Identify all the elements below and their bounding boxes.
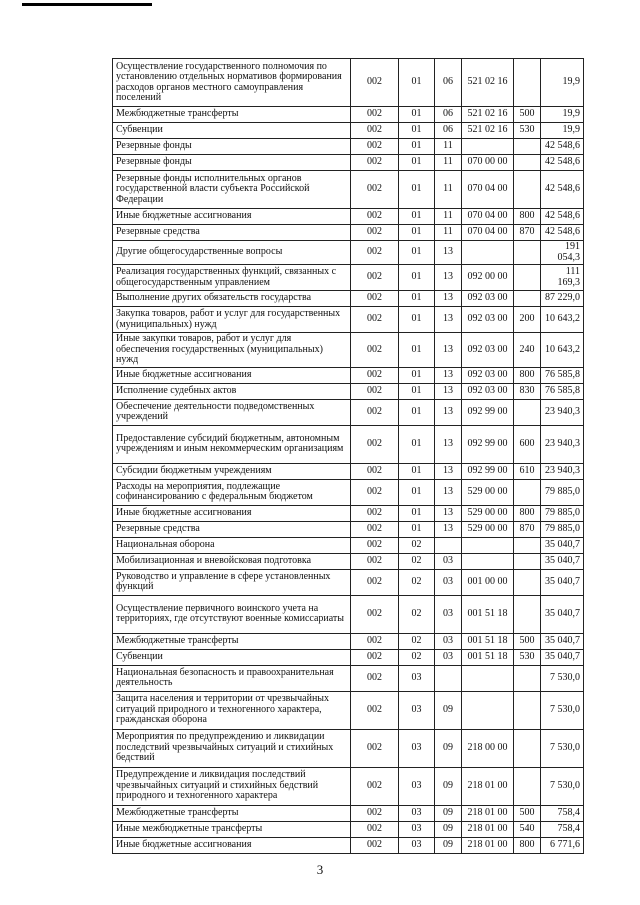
- amount: 35 040,7: [541, 537, 584, 553]
- code-subsection: 06: [435, 59, 462, 107]
- row-name: Закупка товаров, работ и услуг для государственных (муниципальных) нужд: [113, 307, 351, 333]
- code-ved: 002: [351, 837, 399, 853]
- code-expense-type: 600: [514, 425, 541, 463]
- code-ved: 002: [351, 463, 399, 479]
- code-section: 01: [399, 479, 435, 505]
- code-ved: 002: [351, 265, 399, 291]
- code-target-article: 218 01 00: [462, 767, 514, 805]
- code-expense-type: [514, 479, 541, 505]
- code-expense-type: 200: [514, 307, 541, 333]
- table-row: [113, 59, 584, 107]
- code-target-article: 521 02 16: [462, 107, 514, 123]
- code-subsection: 13: [435, 521, 462, 537]
- amount: 35 040,7: [541, 553, 584, 569]
- code-section: 01: [399, 225, 435, 241]
- row-name: Иные бюджетные ассигнования: [113, 367, 351, 383]
- code-ved: 002: [351, 425, 399, 463]
- row-name: Национальная оборона: [113, 537, 351, 553]
- code-subsection: 03: [435, 633, 462, 649]
- amount: 191 054,3: [541, 241, 584, 265]
- code-section: 03: [399, 767, 435, 805]
- code-section: 01: [399, 265, 435, 291]
- row-name: Резервные фонды: [113, 139, 351, 155]
- code-section: 01: [399, 521, 435, 537]
- code-target-article: 001 51 18: [462, 649, 514, 665]
- table-row: [113, 633, 584, 649]
- table-row: [113, 367, 584, 383]
- code-expense-type: 500: [514, 107, 541, 123]
- amount: 76 585,8: [541, 367, 584, 383]
- code-subsection: 13: [435, 383, 462, 399]
- code-subsection: 11: [435, 171, 462, 209]
- code-expense-type: 540: [514, 821, 541, 837]
- code-subsection: 13: [435, 307, 462, 333]
- code-section: 03: [399, 805, 435, 821]
- code-subsection: 13: [435, 291, 462, 307]
- code-expense-type: [514, 691, 541, 729]
- code-section: 01: [399, 307, 435, 333]
- amount: 79 885,0: [541, 505, 584, 521]
- table-row: [113, 479, 584, 505]
- table-row: [113, 463, 584, 479]
- table-row: [113, 691, 584, 729]
- code-target-article: 001 51 18: [462, 595, 514, 633]
- code-subsection: 13: [435, 367, 462, 383]
- code-section: 02: [399, 649, 435, 665]
- code-section: 01: [399, 59, 435, 107]
- code-ved: 002: [351, 691, 399, 729]
- amount: 758,4: [541, 821, 584, 837]
- code-ved: 002: [351, 307, 399, 333]
- code-subsection: 13: [435, 463, 462, 479]
- code-expense-type: 800: [514, 837, 541, 853]
- code-target-article: 001 00 00: [462, 569, 514, 595]
- code-section: 02: [399, 537, 435, 553]
- amount: 10 643,2: [541, 333, 584, 368]
- code-target-article: [462, 691, 514, 729]
- code-expense-type: [514, 241, 541, 265]
- code-subsection: 11: [435, 225, 462, 241]
- table-row: [113, 307, 584, 333]
- code-subsection: 03: [435, 595, 462, 633]
- table-row: [113, 241, 584, 265]
- code-expense-type: 800: [514, 367, 541, 383]
- code-section: 01: [399, 171, 435, 209]
- code-expense-type: 240: [514, 333, 541, 368]
- code-subsection: 13: [435, 505, 462, 521]
- code-ved: 002: [351, 59, 399, 107]
- code-target-article: 529 00 00: [462, 479, 514, 505]
- code-expense-type: 870: [514, 521, 541, 537]
- row-name: Мобилизационная и вневойсковая подготовка: [113, 553, 351, 569]
- code-target-article: 092 99 00: [462, 399, 514, 425]
- code-ved: 002: [351, 367, 399, 383]
- code-subsection: 03: [435, 553, 462, 569]
- code-target-article: [462, 537, 514, 553]
- amount: 758,4: [541, 805, 584, 821]
- code-expense-type: [514, 265, 541, 291]
- code-ved: 002: [351, 139, 399, 155]
- code-section: 02: [399, 633, 435, 649]
- code-subsection: [435, 537, 462, 553]
- code-ved: 002: [351, 155, 399, 171]
- amount: 23 940,3: [541, 399, 584, 425]
- amount: 42 548,6: [541, 139, 584, 155]
- row-name: Межбюджетные трансферты: [113, 805, 351, 821]
- code-target-article: 218 01 00: [462, 805, 514, 821]
- row-name: Мероприятия по предупреждению и ликвидации последствий чрезвычайных ситуаций и стихийных бедствий: [113, 729, 351, 767]
- table-row: [113, 209, 584, 225]
- code-section: 01: [399, 399, 435, 425]
- row-name: Исполнение судебных актов: [113, 383, 351, 399]
- code-expense-type: [514, 155, 541, 171]
- code-subsection: [435, 665, 462, 691]
- code-subsection: 11: [435, 209, 462, 225]
- code-expense-type: 800: [514, 505, 541, 521]
- code-section: 01: [399, 367, 435, 383]
- code-subsection: 03: [435, 569, 462, 595]
- code-target-article: 070 04 00: [462, 209, 514, 225]
- table-row: [113, 729, 584, 767]
- row-name: Выполнение других обязательств государства: [113, 291, 351, 307]
- code-ved: 002: [351, 537, 399, 553]
- code-target-article: [462, 665, 514, 691]
- table-row: [113, 107, 584, 123]
- code-ved: 002: [351, 821, 399, 837]
- table-row: [113, 537, 584, 553]
- budget-table-body: [113, 59, 584, 854]
- row-name: Другие общегосударственные вопросы: [113, 241, 351, 265]
- code-subsection: 09: [435, 729, 462, 767]
- table-row: [113, 139, 584, 155]
- code-target-article: 218 01 00: [462, 837, 514, 853]
- code-expense-type: 530: [514, 123, 541, 139]
- code-ved: 002: [351, 479, 399, 505]
- row-name: Субсидии бюджетным учреждениям: [113, 463, 351, 479]
- code-target-article: 521 02 16: [462, 123, 514, 139]
- amount: 35 040,7: [541, 649, 584, 665]
- code-expense-type: [514, 729, 541, 767]
- code-ved: 002: [351, 123, 399, 139]
- code-section: 03: [399, 729, 435, 767]
- code-section: 01: [399, 139, 435, 155]
- table-row: [113, 767, 584, 805]
- code-ved: 002: [351, 399, 399, 425]
- amount: 42 548,6: [541, 171, 584, 209]
- amount: 19,9: [541, 107, 584, 123]
- code-section: 01: [399, 241, 435, 265]
- row-name: Осуществление первичного воинского учета на территориях, где отсутствуют военные комиссариаты: [113, 595, 351, 633]
- code-target-article: 092 99 00: [462, 463, 514, 479]
- code-target-article: 092 03 00: [462, 333, 514, 368]
- code-subsection: 13: [435, 265, 462, 291]
- code-expense-type: [514, 595, 541, 633]
- code-section: 02: [399, 569, 435, 595]
- amount: 35 040,7: [541, 595, 584, 633]
- amount: 42 548,6: [541, 209, 584, 225]
- row-name: Иные бюджетные ассигнования: [113, 837, 351, 853]
- code-subsection: 09: [435, 767, 462, 805]
- amount: 42 548,6: [541, 155, 584, 171]
- code-subsection: 09: [435, 837, 462, 853]
- code-subsection: 11: [435, 139, 462, 155]
- code-ved: 002: [351, 171, 399, 209]
- code-section: 03: [399, 837, 435, 853]
- table-row: [113, 291, 584, 307]
- code-target-article: 092 00 00: [462, 265, 514, 291]
- code-expense-type: 870: [514, 225, 541, 241]
- code-expense-type: 610: [514, 463, 541, 479]
- code-expense-type: [514, 291, 541, 307]
- code-target-article: 092 99 00: [462, 425, 514, 463]
- table-row: [113, 665, 584, 691]
- code-section: 01: [399, 463, 435, 479]
- table-row: [113, 333, 584, 368]
- code-expense-type: [514, 139, 541, 155]
- code-section: 01: [399, 155, 435, 171]
- row-name: Обеспечение деятельности подведомственных учреждений: [113, 399, 351, 425]
- code-section: 01: [399, 383, 435, 399]
- code-subsection: 09: [435, 821, 462, 837]
- amount: 35 040,7: [541, 569, 584, 595]
- row-name: Иные межбюджетные трансферты: [113, 821, 351, 837]
- code-expense-type: 530: [514, 649, 541, 665]
- row-name: Резервные средства: [113, 225, 351, 241]
- amount: 7 530,0: [541, 767, 584, 805]
- amount: 76 585,8: [541, 383, 584, 399]
- amount: 6 771,6: [541, 837, 584, 853]
- amount: 23 940,3: [541, 425, 584, 463]
- code-target-article: 070 00 00: [462, 155, 514, 171]
- code-subsection: 03: [435, 649, 462, 665]
- row-name: Межбюджетные трансферты: [113, 107, 351, 123]
- amount: 7 530,0: [541, 729, 584, 767]
- code-subsection: 11: [435, 155, 462, 171]
- code-subsection: 13: [435, 479, 462, 505]
- table-row: [113, 399, 584, 425]
- table-row: [113, 821, 584, 837]
- row-name: Национальная безопасность и правоохранительная деятельность: [113, 665, 351, 691]
- code-ved: 002: [351, 665, 399, 691]
- table-row: [113, 155, 584, 171]
- row-name: Руководство и управление в сфере установленных функций: [113, 569, 351, 595]
- code-ved: 002: [351, 209, 399, 225]
- code-ved: 002: [351, 569, 399, 595]
- amount: 42 548,6: [541, 225, 584, 241]
- amount: 19,9: [541, 123, 584, 139]
- table-row: [113, 425, 584, 463]
- code-section: 01: [399, 291, 435, 307]
- code-target-article: 529 00 00: [462, 521, 514, 537]
- row-name: Предупреждение и ликвидация последствий чрезвычайных ситуаций и стихийных бедствий природного и техногенного характера: [113, 767, 351, 805]
- code-section: 01: [399, 107, 435, 123]
- table-row: [113, 805, 584, 821]
- code-ved: 002: [351, 505, 399, 521]
- code-target-article: 001 51 18: [462, 633, 514, 649]
- row-name: Расходы на мероприятия, подлежащие софинансированию с федеральным бюджетом: [113, 479, 351, 505]
- table-row: [113, 837, 584, 853]
- code-ved: 002: [351, 805, 399, 821]
- amount: 79 885,0: [541, 521, 584, 537]
- code-expense-type: [514, 569, 541, 595]
- code-target-article: [462, 553, 514, 569]
- code-ved: 002: [351, 729, 399, 767]
- code-ved: 002: [351, 649, 399, 665]
- code-expense-type: [514, 553, 541, 569]
- code-ved: 002: [351, 595, 399, 633]
- code-section: 01: [399, 425, 435, 463]
- code-subsection: 06: [435, 107, 462, 123]
- code-section: 02: [399, 553, 435, 569]
- code-target-article: 092 03 00: [462, 291, 514, 307]
- table-row: [113, 649, 584, 665]
- code-expense-type: 800: [514, 209, 541, 225]
- code-target-article: 070 04 00: [462, 225, 514, 241]
- code-section: 03: [399, 691, 435, 729]
- row-name: Резервные средства: [113, 521, 351, 537]
- table-row: [113, 595, 584, 633]
- code-expense-type: [514, 399, 541, 425]
- amount: 79 885,0: [541, 479, 584, 505]
- code-section: 01: [399, 123, 435, 139]
- code-expense-type: [514, 767, 541, 805]
- row-name: Иные бюджетные ассигнования: [113, 505, 351, 521]
- code-section: 03: [399, 821, 435, 837]
- code-ved: 002: [351, 521, 399, 537]
- row-name: Резервные фонды исполнительных органов государственной власти субъекта Российской Федерации: [113, 171, 351, 209]
- code-expense-type: 830: [514, 383, 541, 399]
- row-name: Субвенции: [113, 649, 351, 665]
- row-name: Иные закупки товаров, работ и услуг для обеспечения государственных (муниципальных) нужд: [113, 333, 351, 368]
- table-row: [113, 171, 584, 209]
- code-section: 01: [399, 505, 435, 521]
- row-name: Реализация государственных функций, связанных с общегосударственным управлением: [113, 265, 351, 291]
- row-name: Резервные фонды: [113, 155, 351, 171]
- code-target-article: [462, 241, 514, 265]
- page-number: 3: [316, 862, 324, 877]
- code-ved: 002: [351, 291, 399, 307]
- amount: 111 169,3: [541, 265, 584, 291]
- code-subsection: 13: [435, 333, 462, 368]
- code-ved: 002: [351, 225, 399, 241]
- code-section: 02: [399, 595, 435, 633]
- row-name: Осуществление государственного полномочия по установлению отдельных нормативов формирования расходов органов местного самоуправления поселений: [113, 59, 351, 107]
- row-name: Предоставление субсидий бюджетным, автономным учреждениям и иным некоммерческим организациям: [113, 425, 351, 463]
- code-section: 03: [399, 665, 435, 691]
- table-row: [113, 553, 584, 569]
- code-target-article: 218 01 00: [462, 821, 514, 837]
- code-ved: 002: [351, 241, 399, 265]
- amount: 10 643,2: [541, 307, 584, 333]
- table-row: [113, 265, 584, 291]
- code-expense-type: [514, 665, 541, 691]
- amount: 19,9: [541, 59, 584, 107]
- amount: 23 940,3: [541, 463, 584, 479]
- row-name: Субвенции: [113, 123, 351, 139]
- code-expense-type: [514, 171, 541, 209]
- table-row: [113, 123, 584, 139]
- code-ved: 002: [351, 767, 399, 805]
- code-subsection: 09: [435, 805, 462, 821]
- row-name: Иные бюджетные ассигнования: [113, 209, 351, 225]
- code-ved: 002: [351, 553, 399, 569]
- code-target-article: 092 03 00: [462, 367, 514, 383]
- code-ved: 002: [351, 633, 399, 649]
- code-subsection: 06: [435, 123, 462, 139]
- amount: 7 530,0: [541, 665, 584, 691]
- row-name: Межбюджетные трансферты: [113, 633, 351, 649]
- table-row: [113, 569, 584, 595]
- code-expense-type: 500: [514, 805, 541, 821]
- code-expense-type: [514, 59, 541, 107]
- code-target-article: 092 03 00: [462, 383, 514, 399]
- code-target-article: 521 02 16: [462, 59, 514, 107]
- code-expense-type: [514, 537, 541, 553]
- code-section: 01: [399, 333, 435, 368]
- row-name: Защита населения и территории от чрезвычайных ситуаций природного и техногенного характера, гражданская оборона: [113, 691, 351, 729]
- table-row: [113, 383, 584, 399]
- code-ved: 002: [351, 383, 399, 399]
- code-subsection: 13: [435, 425, 462, 463]
- table-row: [113, 521, 584, 537]
- code-target-article: 529 00 00: [462, 505, 514, 521]
- code-target-article: 092 03 00: [462, 307, 514, 333]
- top-rule: [22, 3, 152, 6]
- code-target-article: 218 00 00: [462, 729, 514, 767]
- code-section: 01: [399, 209, 435, 225]
- amount: 7 530,0: [541, 691, 584, 729]
- code-subsection: 13: [435, 399, 462, 425]
- amount: 35 040,7: [541, 633, 584, 649]
- code-target-article: [462, 139, 514, 155]
- code-ved: 002: [351, 333, 399, 368]
- code-subsection: 13: [435, 241, 462, 265]
- table-row: [113, 505, 584, 521]
- amount: 87 229,0: [541, 291, 584, 307]
- code-ved: 002: [351, 107, 399, 123]
- code-target-article: 070 04 00: [462, 171, 514, 209]
- table-row: [113, 225, 584, 241]
- code-subsection: 09: [435, 691, 462, 729]
- budget-table: [112, 58, 584, 854]
- code-expense-type: 500: [514, 633, 541, 649]
